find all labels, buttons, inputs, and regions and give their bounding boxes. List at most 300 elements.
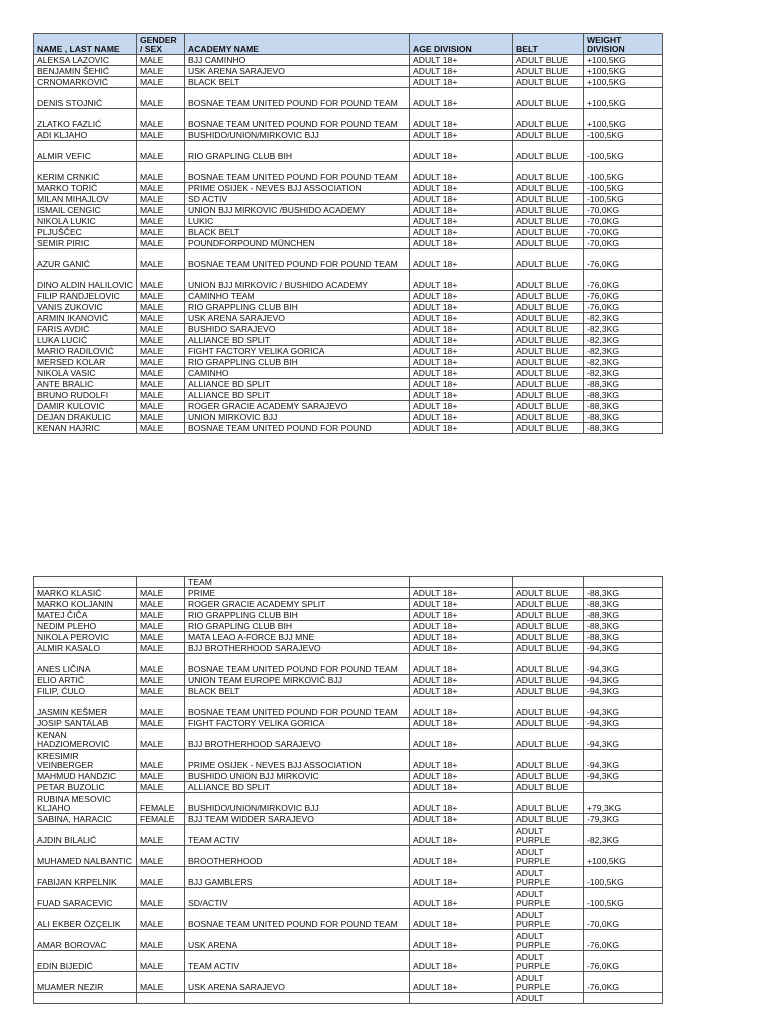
cell-weight-division: +100,5KG [584,55,663,66]
table-row [34,577,663,588]
cell-weight-division: -76,0KG [584,951,663,972]
cell-weight-division: +100,5KG [584,846,663,867]
cell-name: AZUR GANIĆ [34,249,137,270]
cell-gender: MALE [137,401,185,412]
table-row [34,951,663,972]
table-row [34,227,663,238]
cell-name: BENJAMIN ŠEHIĆ [34,66,137,77]
table-row [34,324,663,335]
cell-gender: MALE [137,346,185,357]
table-row [34,66,663,77]
cell-belt: ADULT PURPLE [513,930,584,951]
cell-age-division: ADULT 18+ [410,55,513,66]
cell-belt: ADULT BLUE [513,357,584,368]
cell-gender: MALE [137,782,185,793]
table-row [34,357,663,368]
cell-academy: ALLIANCE BD SPLIT [185,782,410,793]
table-row [34,771,663,782]
cell-weight-division: -100,5KG [584,162,663,183]
cell-belt: ADULT BLUE [513,401,584,412]
cell-age-division: ADULT 18+ [410,313,513,324]
cell-belt: ADULT BLUE [513,302,584,313]
table-row [34,675,663,686]
cell-name: ALEKSA LAZOVIC [34,55,137,66]
cell-name: MILAN MIHAJLOV [34,194,137,205]
cell-academy: FIGHT FACTORY VELIKA GORICA [185,718,410,729]
table-row [34,216,663,227]
cell-gender [137,993,185,1004]
cell-name: MUAMER NEZIR [34,972,137,993]
cell-belt: ADULT BLUE [513,238,584,249]
table-row [34,270,663,291]
cell-academy: BOSNAE TEAM UNITED POUND FOR POUND TEAM [185,654,410,675]
cell-age-division: ADULT 18+ [410,814,513,825]
table-row [34,867,663,888]
cell-name: NIKOLA LUKIC [34,216,137,227]
table-row [34,972,663,993]
table-row [34,412,663,423]
cell-name: DENIS STOJNIĆ [34,88,137,109]
cell-gender: MALE [137,718,185,729]
cell-belt: ADULT BLUE [513,66,584,77]
cell-age-division: ADULT 18+ [410,357,513,368]
cell-academy: BLACK BELT [185,686,410,697]
cell-weight-division: -82,3KG [584,357,663,368]
cell-academy: TEAM [185,577,410,588]
table-row [34,88,663,109]
cell-age-division: ADULT 18+ [410,846,513,867]
cell-name: AMAR BOROVAC [34,930,137,951]
cell-weight-division: -100,5KG [584,141,663,162]
cell-belt: ADULT BLUE [513,368,584,379]
cell-age-division: ADULT 18+ [410,216,513,227]
cell-academy: ALLIANCE BD SPLIT [185,379,410,390]
cell-name: MATEJ ČIČA [34,610,137,621]
cell-gender: MALE [137,368,185,379]
cell-belt: ADULT BLUE [513,621,584,632]
cell-weight-division: -88,3KG [584,588,663,599]
cell-belt: ADULT BLUE [513,610,584,621]
cell-academy: MATA LEAO A-FORCE BJJ MNE [185,632,410,643]
cell-academy: PRIME OSIJEK - NEVES BJJ ASSOCIATION [185,750,410,771]
cell-academy: BLACK BELT [185,227,410,238]
cell-name: ELIO ARTIĆ [34,675,137,686]
cell-weight-division: -94,3KG [584,718,663,729]
cell-age-division: ADULT 18+ [410,412,513,423]
cell-age-division: ADULT 18+ [410,141,513,162]
cell-weight-division: -82,3KG [584,368,663,379]
cell-belt: ADULT BLUE [513,335,584,346]
cell-age-division: ADULT 18+ [410,930,513,951]
cell-age-division: ADULT 18+ [410,643,513,654]
cell-age-division: ADULT 18+ [410,697,513,718]
cell-gender: MALE [137,302,185,313]
cell-academy: BOSNAE TEAM UNITED POUND FOR POUND TEAM [185,697,410,718]
cell-academy: BROOTHERHOOD [185,846,410,867]
cell-belt: ADULT BLUE [513,88,584,109]
cell-weight-division: -100,5KG [584,888,663,909]
cell-gender: MALE [137,423,185,434]
cell-academy: FIGHT FACTORY VELIKA GORICA [185,346,410,357]
cell-weight-division: -94,3KG [584,697,663,718]
cell-name [34,993,137,1004]
table-row [34,750,663,771]
cell-academy: BOSNAE TEAM UNITED POUND FOR POUND [185,423,410,434]
cell-gender: MALE [137,291,185,302]
cell-academy: ROGER GRACIE ACADEMY SARAJEVO [185,401,410,412]
cell-name [34,577,137,588]
cell-name: AJDIN BILALIĆ [34,825,137,846]
cell-academy: BUSHIDO UNION BJJ MIRKOVIC [185,771,410,782]
cell-gender: MALE [137,729,185,750]
table-row [34,401,663,412]
cell-gender: MALE [137,846,185,867]
cell-belt: ADULT BLUE [513,654,584,675]
cell-belt: ADULT BLUE [513,205,584,216]
cell-gender: MALE [137,951,185,972]
cell-belt: ADULT BLUE [513,77,584,88]
table-row [34,621,663,632]
cell-academy: TEAM ACTIV [185,825,410,846]
cell-academy: BOSNAE TEAM UNITED POUND FOR POUND TEAM [185,88,410,109]
cell-gender: MALE [137,599,185,610]
cell-weight-division: -88,3KG [584,632,663,643]
cell-gender: MALE [137,55,185,66]
cell-name: RUBINA MESOVIC KLJAHO [34,793,137,814]
cell-gender: MALE [137,888,185,909]
cell-name: LUKA LUCIĆ [34,335,137,346]
cell-academy: USK ARENA SARAJEVO [185,972,410,993]
table-row [34,686,663,697]
cell-gender: MALE [137,610,185,621]
cell-belt: ADULT BLUE [513,162,584,183]
cell-age-division: ADULT 18+ [410,771,513,782]
header-academy: ACADEMY NAME [185,34,410,55]
cell-academy: BUSHIDO/UNION/MIRKOVIC BJJ [185,130,410,141]
cell-gender: MALE [137,205,185,216]
cell-gender: MALE [137,357,185,368]
cell-gender: MALE [137,313,185,324]
cell-weight-division: -76,0KG [584,930,663,951]
cell-gender: MALE [137,771,185,782]
cell-weight-division: -70,0KG [584,909,663,930]
cell-academy: ALLIANCE BD SPLIT [185,335,410,346]
cell-age-division: ADULT 18+ [410,972,513,993]
cell-name: NEDIM PLEHO [34,621,137,632]
cell-gender: MALE [137,621,185,632]
cell-belt: ADULT BLUE [513,109,584,130]
cell-age-division: ADULT 18+ [410,675,513,686]
cell-name: DINO ALDIN HALILOVIC [34,270,137,291]
cell-weight-division: -82,3KG [584,324,663,335]
cell-gender [137,577,185,588]
table-row [34,313,663,324]
cell-name: JASMIN KEŠMER [34,697,137,718]
cell-name: DAMIR KULOVIC [34,401,137,412]
header-age-division: AGE DIVISION [410,34,513,55]
cell-age-division: ADULT 18+ [410,77,513,88]
cell-academy: BLACK BELT [185,77,410,88]
cell-belt: ADULT PURPLE [513,867,584,888]
cell-age-division: ADULT 18+ [410,610,513,621]
cell-belt: ADULT BLUE [513,686,584,697]
cell-name: MARKO TORIĆ [34,183,137,194]
table-row [34,77,663,88]
table-row [34,162,663,183]
cell-belt: ADULT BLUE [513,782,584,793]
cell-academy: BOSNAE TEAM UNITED POUND FOR POUND TEAM [185,909,410,930]
cell-name: SEMIR PIRIC [34,238,137,249]
cell-gender: MALE [137,335,185,346]
cell-gender: MALE [137,324,185,335]
cell-belt: ADULT BLUE [513,718,584,729]
cell-gender: MALE [137,66,185,77]
cell-age-division: ADULT 18+ [410,335,513,346]
cell-age-division: ADULT 18+ [410,621,513,632]
cell-age-division: ADULT 18+ [410,66,513,77]
cell-weight-division: -70,0KG [584,227,663,238]
cell-belt: ADULT BLUE [513,632,584,643]
cell-gender: MALE [137,183,185,194]
cell-belt: ADULT BLUE [513,675,584,686]
cell-name: ALMIR VEFIC [34,141,137,162]
cell-name: EDIN BIJEDIĆ [34,951,137,972]
cell-name: VANIS ZUKOVIC [34,302,137,313]
cell-age-division [410,577,513,588]
cell-name: PLJUŠČEC [34,227,137,238]
registration-table-2 [33,576,663,1004]
cell-belt: ADULT PURPLE [513,888,584,909]
table-row [34,993,663,1004]
cell-belt: ADULT PURPLE [513,951,584,972]
cell-weight-division: -94,3KG [584,686,663,697]
table-row [34,194,663,205]
cell-belt: ADULT BLUE [513,291,584,302]
cell-weight-division: -76,0KG [584,291,663,302]
cell-weight-division: -100,5KG [584,183,663,194]
cell-name: FABIJAN KRPELNIK [34,867,137,888]
cell-weight-division [584,782,663,793]
registration-table-1 [33,33,663,434]
cell-weight-division: -88,3KG [584,621,663,632]
table-row [34,423,663,434]
table-row [34,697,663,718]
cell-gender: MALE [137,162,185,183]
cell-weight-division: -94,3KG [584,750,663,771]
cell-weight-division: -79,3KG [584,814,663,825]
cell-gender: FEMALE [137,793,185,814]
cell-academy: USK ARENA [185,930,410,951]
cell-belt: ADULT BLUE [513,750,584,771]
cell-gender: MALE [137,227,185,238]
table-row [34,335,663,346]
cell-weight-division: -82,3KG [584,313,663,324]
cell-name: ADI KLJAHO [34,130,137,141]
header-row [34,34,663,55]
cell-age-division: ADULT 18+ [410,302,513,313]
cell-weight-division: -82,3KG [584,825,663,846]
cell-weight-division: -94,3KG [584,771,663,782]
cell-age-division [410,993,513,1004]
table-row [34,368,663,379]
cell-belt: ADULT BLUE [513,249,584,270]
table-row [34,141,663,162]
cell-belt: ADULT BLUE [513,599,584,610]
cell-gender: MALE [137,867,185,888]
cell-belt: ADULT BLUE [513,412,584,423]
cell-name: KERIM CRNKIĆ [34,162,137,183]
cell-academy: RIO GRAPPLING CLUB BIH [185,357,410,368]
cell-weight-division [584,577,663,588]
cell-weight-division: -88,3KG [584,401,663,412]
cell-academy: RIO GRAPPLING CLUB BIH [185,610,410,621]
table-row [34,291,663,302]
cell-name: MERSED KOLAR [34,357,137,368]
cell-age-division: ADULT 18+ [410,825,513,846]
cell-age-division: ADULT 18+ [410,588,513,599]
cell-age-division: ADULT 18+ [410,249,513,270]
cell-gender: MALE [137,216,185,227]
cell-gender: MALE [137,697,185,718]
table-row [34,718,663,729]
cell-weight-division: -100,5KG [584,130,663,141]
table-row [34,632,663,643]
cell-weight-division: -70,0KG [584,216,663,227]
cell-age-division: ADULT 18+ [410,632,513,643]
cell-gender: MALE [137,141,185,162]
cell-weight-division: -76,0KG [584,249,663,270]
cell-belt: ADULT BLUE [513,141,584,162]
cell-belt [513,577,584,588]
cell-weight-division [584,993,663,1004]
cell-weight-division: +100,5KG [584,77,663,88]
cell-weight-division: +100,5KG [584,88,663,109]
cell-name: ISMAIL CENGIC [34,205,137,216]
table-row [34,205,663,216]
cell-belt: ADULT BLUE [513,423,584,434]
cell-belt: ADULT BLUE [513,130,584,141]
table-row [34,930,663,951]
cell-gender: MALE [137,88,185,109]
cell-weight-division: -88,3KG [584,390,663,401]
header-name: NAME , LAST NAME [34,34,137,55]
cell-age-division: ADULT 18+ [410,909,513,930]
cell-gender: MALE [137,379,185,390]
cell-belt: ADULT BLUE [513,390,584,401]
cell-weight-division: -82,3KG [584,346,663,357]
cell-age-division: ADULT 18+ [410,227,513,238]
table-row [34,346,663,357]
cell-age-division: ADULT 18+ [410,888,513,909]
cell-belt: ADULT BLUE [513,697,584,718]
cell-belt: ADULT PURPLE [513,909,584,930]
cell-name: KENAN HAJRIC [34,423,137,434]
cell-weight-division: -70,0KG [584,205,663,216]
cell-age-division: ADULT 18+ [410,183,513,194]
cell-name: NIKOLA VASIC [34,368,137,379]
cell-weight-division: -100,5KG [584,867,663,888]
cell-name: BRUNO RUDOLFI [34,390,137,401]
cell-academy: PRIME OSIJEK - NEVES BJJ ASSOCIATION [185,183,410,194]
cell-gender: MALE [137,632,185,643]
cell-weight-division: +100,5KG [584,109,663,130]
cell-age-division: ADULT 18+ [410,205,513,216]
header-belt: BELT [513,34,584,55]
cell-gender: MALE [137,109,185,130]
cell-academy: USK ARENA SARAJEVO [185,66,410,77]
cell-weight-division: -94,3KG [584,729,663,750]
cell-name: JOSIP SANTALAB [34,718,137,729]
cell-age-division: ADULT 18+ [410,270,513,291]
cell-gender: MALE [137,249,185,270]
cell-weight-division: -88,3KG [584,423,663,434]
table-row [34,654,663,675]
cell-weight-division: -94,3KG [584,654,663,675]
cell-age-division: ADULT 18+ [410,599,513,610]
cell-name: PETAR BUZOLIC [34,782,137,793]
cell-academy: BJJ CAMINHO [185,55,410,66]
cell-weight-division: -88,3KG [584,412,663,423]
table-row [34,302,663,313]
cell-weight-division: -88,3KG [584,599,663,610]
cell-gender: MALE [137,643,185,654]
table-row [34,888,663,909]
table-row [34,825,663,846]
cell-gender: MALE [137,909,185,930]
cell-weight-division: -88,3KG [584,379,663,390]
cell-gender: MALE [137,77,185,88]
cell-age-division: ADULT 18+ [410,291,513,302]
cell-age-division: ADULT 18+ [410,130,513,141]
cell-academy: BJJ GAMBLERS [185,867,410,888]
table-row [34,643,663,654]
cell-age-division: ADULT 18+ [410,194,513,205]
table-row [34,909,663,930]
cell-academy: RIO GRAPLING CLUB BIH [185,141,410,162]
cell-age-division: ADULT 18+ [410,390,513,401]
cell-age-division: ADULT 18+ [410,718,513,729]
cell-age-division: ADULT 18+ [410,750,513,771]
cell-name: FARIS AVDIĆ [34,324,137,335]
cell-name: ALI EKBER ÖZÇELIK [34,909,137,930]
cell-weight-division: -76,0KG [584,270,663,291]
cell-gender: MALE [137,270,185,291]
cell-weight-division: +79,3KG [584,793,663,814]
cell-belt: ADULT BLUE [513,379,584,390]
cell-academy: ALLIANCE BD SPLIT [185,390,410,401]
cell-academy: UNION MIRKOVIC BJJ [185,412,410,423]
cell-name: ALMIR KASALO [34,643,137,654]
cell-name: MAHMUD HANDZIC [34,771,137,782]
cell-academy: BOSNAE TEAM UNITED POUND FOR POUND TEAM [185,162,410,183]
cell-weight-division: -70,0KG [584,238,663,249]
table-row [34,846,663,867]
cell-weight-division: -94,3KG [584,643,663,654]
table-row [34,814,663,825]
cell-academy: POUNDFORPOUND MÜNCHEN [185,238,410,249]
cell-belt: ADULT BLUE [513,793,584,814]
cell-gender: FEMALE [137,814,185,825]
cell-gender: MALE [137,675,185,686]
cell-gender: MALE [137,686,185,697]
cell-name: MUHAMED NALBANTIC [34,846,137,867]
cell-name: SABINA, HARACIC [34,814,137,825]
cell-weight-division: -76,0KG [584,302,663,313]
cell-name: ARMIN IKANOVIĆ [34,313,137,324]
cell-academy: RIO GRAPLING CLUB BIH [185,621,410,632]
cell-academy [185,993,410,1004]
table-row [34,249,663,270]
